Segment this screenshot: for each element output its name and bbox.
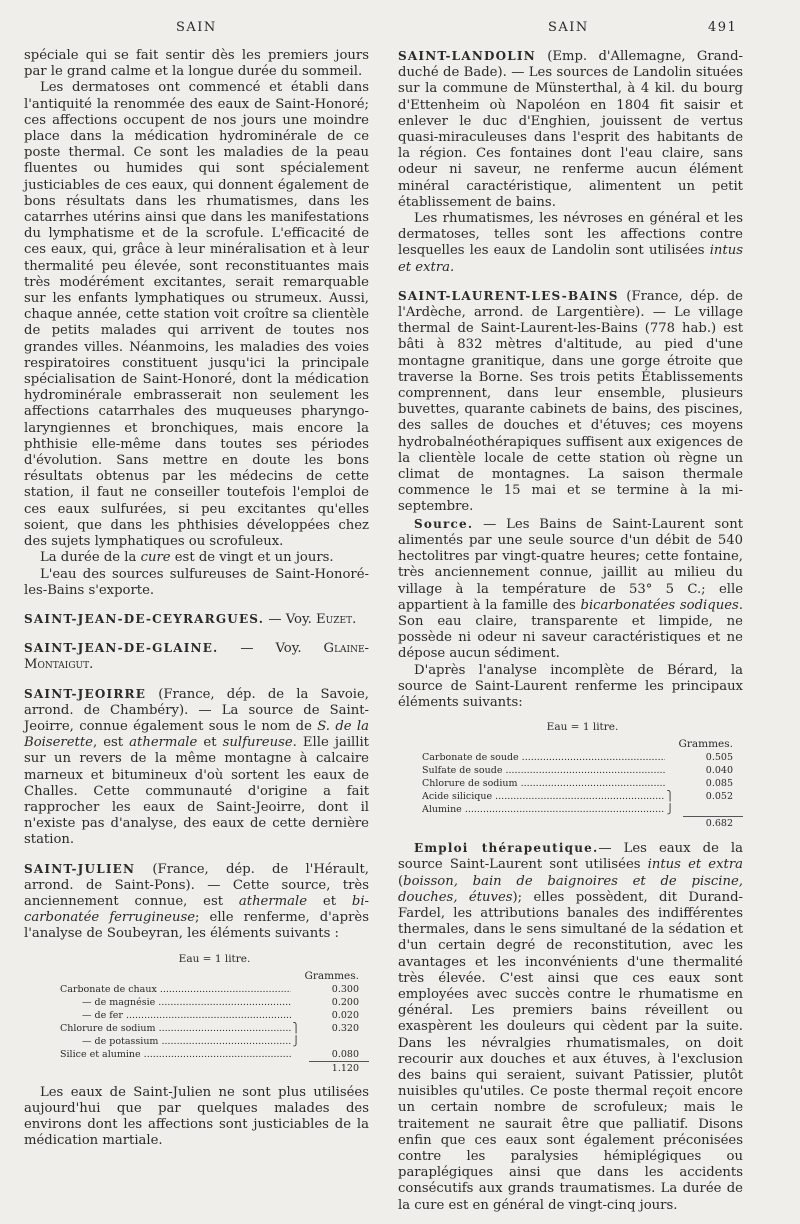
table-caption: Eau = 1 litre. xyxy=(546,721,619,734)
paragraph: spéciale qui se fait sentir dès les premiers jours par le grand calme et la longue durée du sommeil. xyxy=(24,48,369,80)
table-total: 0.682 xyxy=(683,816,743,830)
paragraph: Les eaux de Saint-Julien ne sont plus utilisées aujourd'hui que par quelques malades des environs dont les affections sont justiciables de la médication martiale. xyxy=(24,1084,369,1149)
table-total: 1.120 xyxy=(309,1061,369,1075)
entry-saint-laurent-les-bains: SAINT-LAURENT-LES-BAINS (France, dép. de l'Ardèche, arrond. de Largentière). — Le village thermal de Saint-Laurent-les-Bains (778 hab.) est bâti à 832 mètres d'altitude, au pied d'une montagne granitique, dans une gorge étroite que traverse la Borne. Ses trois petits Établissements comprennent, dans leur ensemble, plusieurs buvettes, quarante cabinets de bains, des piscines, des salles de douches et d'étuves; ces moyens hydrobalnéothérapiques suffisent aux exigences de la clientèle locale de cette station où règne un climat de montagnes. La saison thermale commence le 15 mai et se termine à la mi-septembre. xyxy=(398,288,743,515)
headword: SAINT-JEAN-DE-CEYRARGUES. xyxy=(24,611,265,626)
table-row: Acide silicique ..... ⎫ 0.052 xyxy=(422,790,743,803)
table-row: — de magnésie ..... 0.200 xyxy=(60,996,369,1009)
table-unit: Grammes. xyxy=(678,738,733,751)
paragraph: La durée de la cure est de vingt et un jours. xyxy=(40,550,334,566)
paragraph-therapeutic-use: Emploi thérapeutique.— Les eaux de la source Saint-Laurent sont utilisées intus et extra (boisson, bain de baignoires et de piscine, douches, étuves); elles possèdent, dit Durand-Fardel, les attributions banales des indifférentes thermales, dans le sens simultané de la sédation et d'un certain degré de reconstitution, avec les avantages et les inconvénients d'une thermalité très élevée. C'est ainsi que ces eaux sont employées avec succès contre le rhumatisme en général. Les premiers bains réveillent ou exaspèrent les douleurs qui cèdent par la suite. Dans les névralgies rhumatismales, on doit recourir aux douches et aux étuves, à l'exclusion des bains qui seraient, suivant Patissier, plutôt nuisibles qu'utiles. Ce poste thermal reçoit encore un certain nombre de scrofuleux; mais le traitement ne saurait être que palliatif. Disons enfin que ces eaux sont également préconisées contre les paralysies hémiplégiques ou paraplégiques ainsi que dans les accidents consécutifs aux grands traumatismes. La durée de la cure est en général de vingt-cinq jours. xyxy=(398,841,744,1213)
table-row: Chlorure de sodium ..... 0.085 xyxy=(422,777,743,790)
headword: SAINT-JEOIRRE xyxy=(24,686,147,701)
entry-saint-jean-de-ceyrargues: SAINT-JEAN-DE-CEYRARGUES. — Voy. Euzet. xyxy=(24,611,357,627)
section-heading: Emploi thérapeutique. xyxy=(414,841,599,856)
table-unit: Grammes. xyxy=(304,969,359,982)
table-row: Carbonate de soude ..... 0.505 xyxy=(422,751,743,764)
paragraph: Les dermatoses ont commencé et établi dans l'antiquité la renommée des eaux de Saint-Honoré; ces affections occupent de nos jours une moindre place dans la médication hydrominérale de ce poste thermal. Ce sont les maladies de la peau fluentes ou humides qui sont spécialement justiciables de ces eaux, qui donnent également de bons résultats dans les rhumatismes, dans les catarrhes utérins ainsi que dans les manifestations du lymphatisme et de la scrofule. L'efficacité de ces eaux, qui, grâce à leur minéralisation et à leur thermalité peu élevée, sont reconstituantes mais très modérément excitantes, serait remarquable sur les enfants lymphatiques ou strumeux. Aussi, chaque année, cette station voit croître sa clientèle de petits malades qui arrivent de toutes nos grandes villes. Néanmoins, les maladies des voies respiratoires constituent jusqu'ici la principale spécialisation de Saint-Honoré, dont la médication hydrominérale embrasserait non seulement les affections catarrhales des muqueuses pharyngo-laryngiennes et bronchiques, mais encore la phthisie elle-même dans toutes ses périodes d'évolution. Sans mettre en doute les bons résultats obtenus par les médecins de cette station, il faut ne conseiller toutefois l'emploi de ces eaux sulfurées, si peu excitantes qu'elles soient, que dans les phthisies développées chez des sujets lymphatiques ou scrofuleux. xyxy=(24,80,369,550)
paragraph-source: Source. — Les Bains de Saint-Laurent sont alimentés par une seule source d'un débit de 540 hectolitres par vingt-quatre heures; cette fontaine, très anciennement connue, jaillit au milieu du village à la température de 53° 5 C.; elle appartient à la famille des bicarbonatées sodiques. Son eau claire, transparente et limpide, ne possède ni odeur ni saveur caractéristiques et ne dépose aucun sédiment. xyxy=(398,516,743,662)
table-row: Alumine ..... ⎭ xyxy=(422,803,743,816)
paragraph: L'eau des sources sulfureuses de Saint-Honoré-les-Bains s'exporte. xyxy=(24,566,369,598)
table-row: — de potassium ..... ⎭ xyxy=(60,1035,369,1048)
analysis-table-saint-julien xyxy=(24,953,369,1075)
entry-saint-jeoirre: SAINT-JEOIRRE (France, dép. de la Savoie, arrond. de Chambéry). — La source de Saint-Jeoirre, connue également sous le nom de S. de la Boiserette, est athermale et sulfureuse. Elle jaillit sur un revers de la même montagne à calcaire marneux et bitumineux d'où sortent les eaux de Challes. Cette communauté d'origine a fait rapprocher les eaux de Saint-Jeoirre, dont il n'existe pas d'analyse, des eaux de cette dernière station. xyxy=(24,686,369,848)
headword: SAINT-JULIEN xyxy=(24,861,136,876)
table-row: Silice et alumine ..... 0.080 xyxy=(60,1048,369,1061)
analysis-table-saint-laurent xyxy=(398,721,743,830)
table-row: — de fer ..... 0.020 xyxy=(60,1009,369,1022)
paragraph: D'après l'analyse incomplète de Bérard, la source de Saint-Laurent renferme les principaux éléments suivants: xyxy=(398,662,743,710)
table-row: Carbonate de chaux ..... 0.300 xyxy=(60,983,369,996)
running-head-center: SAIN xyxy=(548,20,589,35)
headword: SAINT-LAURENT-LES-BAINS xyxy=(398,288,619,303)
entry-saint-landolin: SAINT-LANDOLIN (Emp. d'Allemagne, Grand-duché de Bade). — Les sources de Landolin situées sur la commune de Münsterthal, à 4 kil. du bourg d'Ettenheim où Napoléon en 1804 fit saisir et enlever le duc d'Enghien, jouissent de vertus quasi-miraculeuses dans l'esprit des habitants de la région. Ces fontaines dont l'eau claire, sans odeur ni saveur, ne renferme aucun élément minéral caractéristique, alimentent un petit établissement de bains. xyxy=(398,49,743,210)
left-column xyxy=(24,48,369,1149)
right-column xyxy=(398,48,743,1214)
headword: SAINT-LANDOLIN xyxy=(398,49,536,63)
page-number: 491 xyxy=(708,20,738,35)
table-caption: Eau = 1 litre. xyxy=(178,952,251,965)
entry-saint-julien: SAINT-JULIEN (France, dép. de l'Hérault, arrond. de Saint-Pons). — Cette source, très anciennement connue, est athermale et bi-carbonatée ferrugineuse; elle renferme, d'après l'analyse de Soubeyran, les éléments suivants : xyxy=(24,861,370,942)
section-heading: Source. xyxy=(414,516,474,531)
entry-saint-jean-de-glaine: SAINT-JEAN-DE-GLAINE. — Voy. Glaine-Montaigut. xyxy=(24,641,369,673)
table-row: Sulfate de soude ..... 0.040 xyxy=(422,764,743,777)
table-row: Chlorure de sodium ..... ⎫ 0.320 xyxy=(60,1022,369,1035)
running-head-left: SAIN xyxy=(176,20,217,35)
headword: SAINT-JEAN-DE-GLAINE. xyxy=(24,641,219,656)
paragraph: Les rhumatismes, les névroses en général et les dermatoses, telles sont les affections contre lesquelles les eaux de Landolin sont utilisées intus et extra. xyxy=(398,211,743,275)
